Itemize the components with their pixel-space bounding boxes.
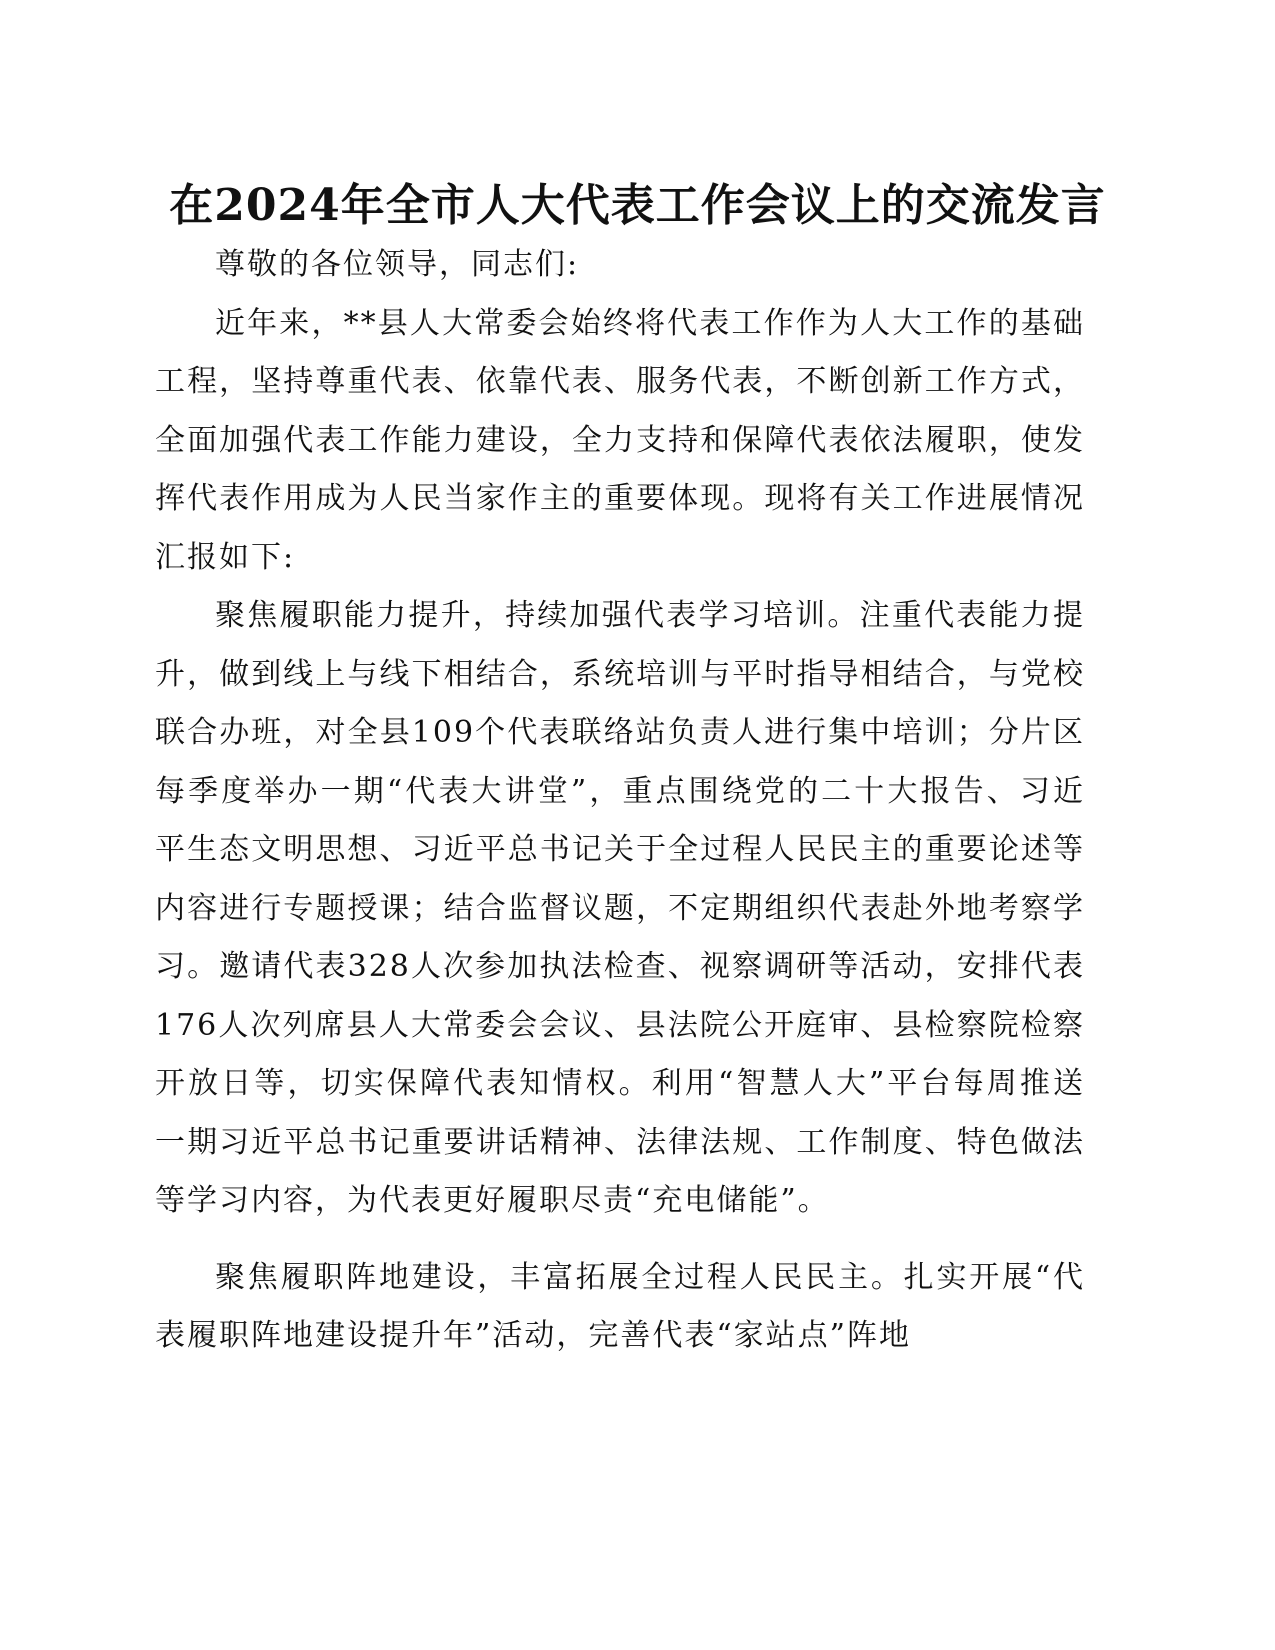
document-body (155, 236, 1085, 1366)
document-title: 在2024年全市人大代表工作会议上的交流发言 (169, 180, 1106, 231)
intro-paragraph: 近年来，**县人大常委会始终将代表工作作为人大工作的基础工程，坚持尊重代表、依靠代表、服务代表，不断创新工作方式，全面加强代表工作能力建设，全力支持和保障代表依法履职，使发挥代表作用成为人民当家作主的重要体现。现将有关工作进展情况汇报如下: (155, 305, 1085, 575)
salutation-paragraph: 尊敬的各位领导，同志们: (215, 247, 580, 282)
position-building-paragraph: 聚焦履职阵地建设，丰富拓展全过程人民民主。扎实开展“代表履职阵地建设提升年”活动，完善代表“家站点”阵地 (155, 1259, 1085, 1353)
training-paragraph: 聚焦履职能力提升，持续加强代表学习培训。注重代表能力提升，做到线上与线下相结合，系统培训与平时指导相结合，与党校联合办班，对全县109个代表联络站负责人进行集中培训；分片区每季度举办一期“代表大讲堂”，重点围绕党的二十大报告、习近平生态文明思想、习近平总书记关于全过程人民民主的重要论述等内容进行专题授课；结合监督议题，不定期组织代表赴外地考察学习。邀请代表328人次参加执法检查、视察调研等活动，安排代表176人次列席县人大常委会会议、县法院公开庭审、县检察院检察开放日等，切实保障代表知情权。利用“智慧人大”平台每周推送一期习近平总书记重要讲话精神、法律法规、工作制度、特色做法等学习内容，为代表更好履职尽责“充电储能”。 (155, 598, 1085, 1218)
